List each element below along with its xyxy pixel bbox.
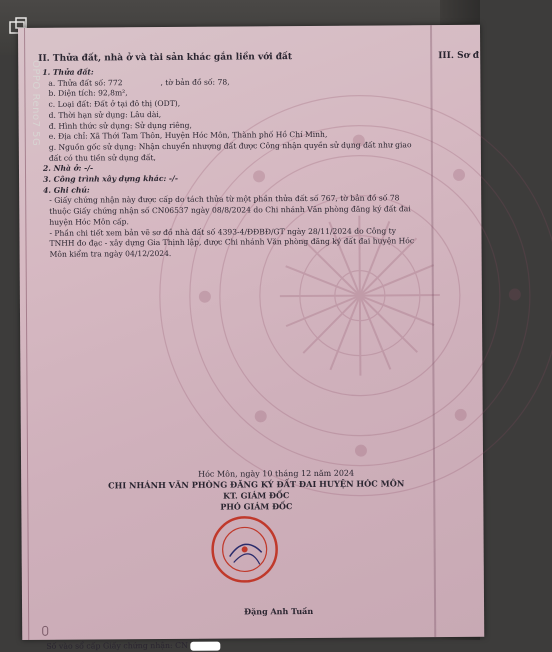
official-seal-icon — [209, 514, 279, 584]
issuing-office: CHI NHÁNH VĂN PHÒNG ĐĂNG KÝ ĐẤT ĐAI HUYỆN HÓC MÔN — [108, 478, 405, 491]
certificate-register-number — [46, 641, 220, 652]
usage-term: d. Thời hạn sử dụng: Lâu dài, — [48, 109, 162, 120]
land-type: c. Loại đất: Đất ở tại đô thị (ODT), — [48, 98, 181, 109]
kt-director: KT. GIÁM ĐỐC — [223, 490, 290, 501]
map-sheet-text: , tờ bản đồ số: 78, — [160, 77, 230, 87]
note-item: - Phần chi tiết xem bản vẽ sơ đồ nhà đất số 4393-4/ĐĐBĐ/GT ngày 28/11/2024 do Công ty TNHH đo đạc - xây dựng Gia Thịnh lập, được Chi nhánh Văn phòng đăng ký đất đai huyện Hóc Môn kiểm tra ngày 04/12/2024. — [49, 225, 415, 259]
section-iii-title: III. Sơ đ — [438, 50, 480, 62]
parcel-details — [42, 65, 415, 260]
note-item: - Giấy chứng nhận này được cấp do tách thửa từ một phần thửa đất số 767, tờ bản đồ số 78 thuộc Giấy chứng nhận số CN06537 ngày 08/8/2024 do Chi nhánh Văn phòng đăng ký đất đai huyện Hóc Môn cấp. — [49, 193, 411, 227]
punch-hole — [42, 626, 48, 636]
house-line: 2. Nhà ở: -/- — [42, 163, 94, 174]
signature-block — [91, 467, 421, 513]
redaction-mark — [190, 641, 220, 650]
construction-line: 3. Công trình xây dựng khác: -/- — [43, 173, 178, 184]
deputy-director: PHÓ GIÁM ĐỐC — [220, 501, 293, 512]
usage-form: đ. Hình thức sử dụng: Sử dụng riêng, — [48, 120, 192, 131]
notes-heading: 4. Ghi chú: — [43, 185, 90, 195]
camera-watermark: OPPO Reno7 5G — [30, 60, 41, 147]
parcel-number-text: a. Thửa đất số: 772 — [48, 77, 123, 88]
parcel-area: b. Diện tích: 92,8m², — [48, 88, 128, 99]
land-origin: g. Nguồn gốc sử dụng: Nhận chuyển nhượng đất được Công nhận quyền sử dụng đất như giao đất có thu tiền sử dụng đất, — [48, 140, 412, 163]
certificate-page — [18, 25, 484, 651]
address: e. Địa chỉ: Xã Thới Tam Thôn, Huyện Hóc Môn, Thành phố Hồ Chí Minh, — [48, 130, 328, 142]
page-border — [24, 28, 29, 640]
signer-name: Đặng Anh Tuấn — [244, 605, 314, 617]
place-date: Hóc Môn, ngày 10 tháng 12 năm 2024 — [198, 468, 355, 479]
register-label: Số vào sổ cấp Giấy chứng nhận: CN — [46, 640, 188, 651]
parcel-heading: 1. Thửa đất: — [42, 67, 94, 77]
section-ii-title: II. Thửa đất, nhà ở và tài sản khác gắn liền với đất — [38, 52, 293, 64]
